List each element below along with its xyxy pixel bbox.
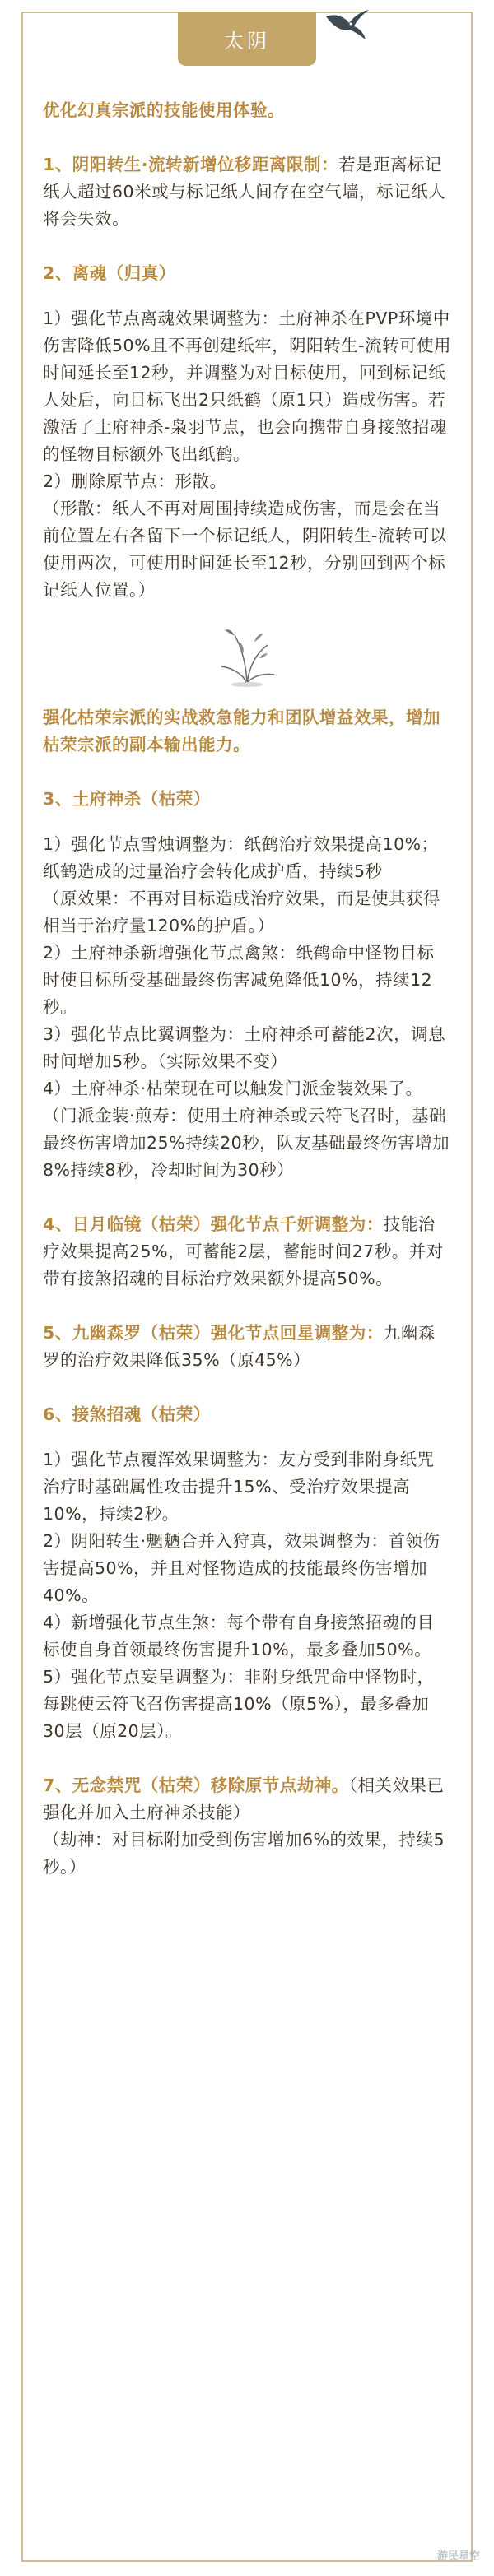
- item-2-para-2: 2）删除原节点：形散。: [43, 471, 227, 491]
- item-7: [43, 1772, 451, 1826]
- header-tab: [178, 12, 316, 66]
- section-a-lead: 优化幻真宗派的技能使用体验。: [43, 100, 285, 120]
- article-body: [43, 97, 451, 1881]
- item-3-para-1: 1）强化节点雪烛调整为：纸鹤治疗效果提高10%；纸鹤造成的过量治疗会转化成护盾，持续5秒: [43, 834, 439, 881]
- item-7-body: （相关效果已强化并加入土府神杀技能）: [43, 1775, 445, 1822]
- item-6-para-2: 2）阴阳转生·魍魉合并入狩真，效果调整为：首领伤害提高50%，并且对怪物造成的技能最终伤害增加40%。: [43, 1531, 440, 1605]
- header-title: 太阴: [224, 29, 270, 53]
- swallow-icon: [323, 2, 370, 41]
- item-5-body: 九幽森罗的治疗效果降低35%（原45%）: [43, 1323, 436, 1370]
- item-2-title: 2、离魂（归真）: [43, 263, 176, 283]
- item-3-para-6: （门派金装·煎寿：使用土府神杀或云符飞召时，基础最终伤害增加25%持续20秒，队友基础最终伤害增加8%持续8秒，冷却时间为30秒）: [43, 1106, 450, 1180]
- item-2-para-1: 1）强化节点离魂效果调整为：土府神杀在PVP环境中伤害降低50%且不再创建纸牢，阴阳转生-流转可使用时间延长至12秒，并调整为对目标使用，回到标记纸人处后，向目标飞出2只纸鹤（原1只）造成伤害。若激活了土府神杀-枭羽节点，也会向携带自身接煞招魂的怪物目标额外飞出纸鹤。: [43, 309, 451, 464]
- item-1-title: 1、阴阳转生·流转新增位移距离限制：: [43, 155, 339, 174]
- orchid-divider: [43, 604, 451, 704]
- item-5: [43, 1320, 451, 1374]
- item-3-para-3: 2）土府神杀新增强化节点禽煞：纸鹤命中怪物目标时使目标所受基础最终伤害减免降低10%，持续12秒。: [43, 943, 435, 1017]
- item-6-para-1: 1）强化节点覆浑效果调整为：友方受到非附身纸咒治疗时基础属性攻击提升15%、受治疗效果提高10%，持续2秒。: [43, 1450, 435, 1524]
- item-4-body: 技能治疗效果提高25%，可蓄能2层，蓄能时间27秒。并对带有接煞招魂的目标治疗效果额外提高50%。: [43, 1214, 444, 1288]
- section-b-lead: 强化枯荣宗派的实战救急能力和团队增益效果，增加枯荣宗派的副本输出能力。: [43, 708, 440, 754]
- watermark-text: 游民星空: [436, 2550, 480, 2563]
- item-3-para-4: 3）强化节点比翼调整为：土府神杀可蓄能2次，调息时间增加5秒。（实际效果不变）: [43, 1024, 446, 1071]
- orchid-icon: [210, 617, 284, 691]
- item-1: [43, 151, 451, 233]
- item-3-title: 3、土府神杀（枯荣）: [43, 789, 211, 809]
- item-4: [43, 1211, 451, 1293]
- item-3-para-5: 4）土府神杀·枯荣现在可以触发门派金装效果了。: [43, 1079, 423, 1098]
- item-5-title: 5、九幽森罗（枯荣）强化节点回星调整为：: [43, 1323, 384, 1343]
- item-7-title: 7、无念禁咒（枯荣）移除原节点劫神。: [43, 1775, 349, 1795]
- item-6-para-4: 5）强化节点妄呈调整为：非附身纸咒命中怪物时，每跳使云符飞召伤害提高10%（原5%），最多叠加30层（原20层）。: [43, 1667, 435, 1741]
- item-6-para-3: 4）新增强化节点生煞：每个带有自身接煞招魂的目标使自身首领最终伤害提升10%，最多叠加50%。: [43, 1613, 435, 1659]
- item-6-title: 6、接煞招魂（枯荣）: [43, 1404, 211, 1424]
- item-4-title: 4、日月临镜（枯荣）强化节点千妍调整为：: [43, 1214, 384, 1234]
- item-2-para-3: （形散：纸人不再对周围持续造成伤害，而是会在当前位置左右各留下一个标记纸人，阴阳转生-流转可以使用两次，可使用时间延长至12秒，分别回到两个标记纸人位置。）: [43, 499, 447, 600]
- item-3-para-2: （原效果：不再对目标造成治疗效果，而是使其获得相当于治疗量120%的护盾。）: [43, 889, 440, 935]
- item-1-body: 若是距离标记纸人超过60米或与标记纸人间存在空气墙，标记纸人将会失效。: [43, 155, 446, 229]
- watermark-logo: [430, 2538, 487, 2571]
- item-7-para-2: （劫神：对目标附加受到伤害增加6%的效果，持续5秒。）: [43, 1830, 445, 1877]
